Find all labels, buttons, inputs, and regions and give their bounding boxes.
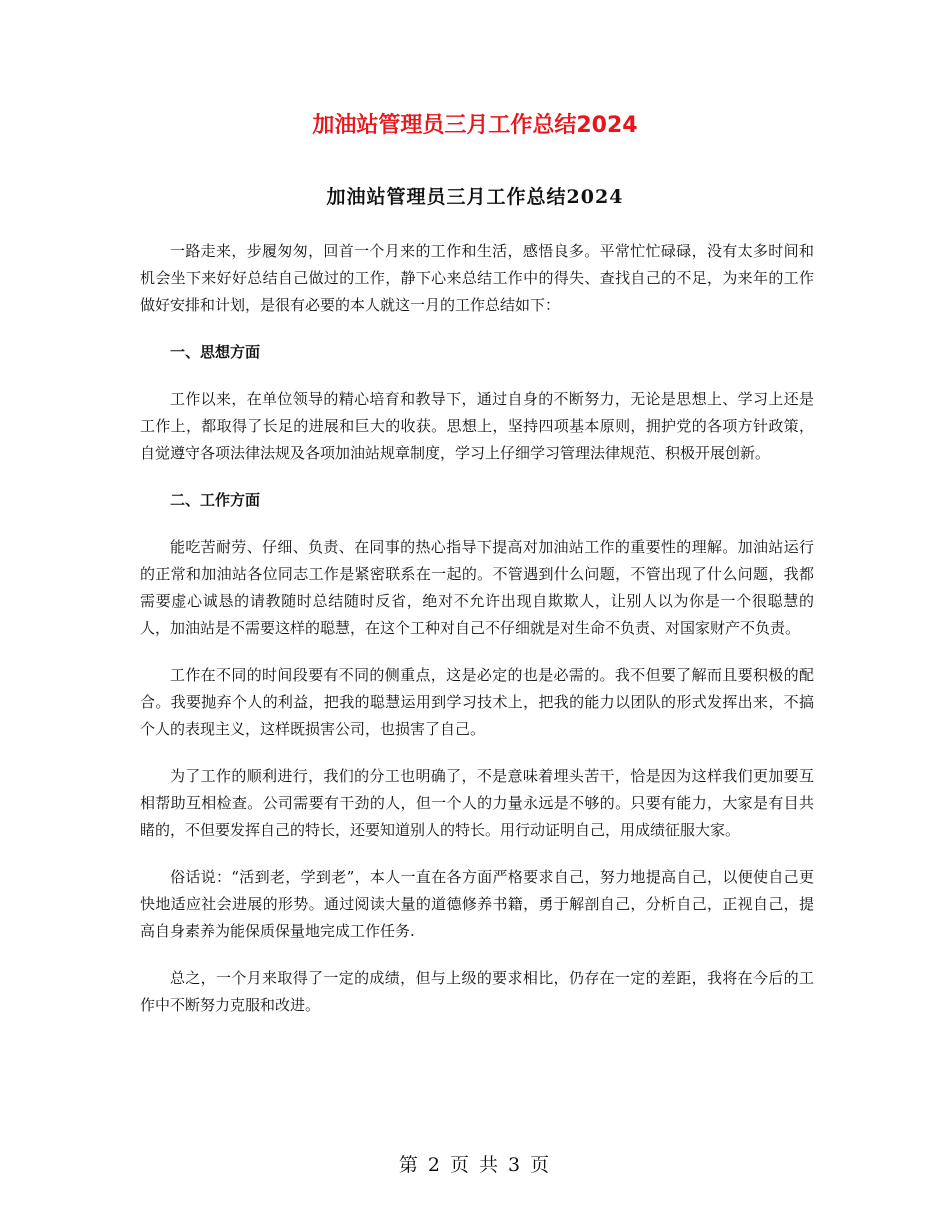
- page-number-footer: 第 2 页 共 3 页: [398, 1154, 552, 1176]
- document-subtitle: 加油站管理员三月工作总结2024: [326, 186, 624, 208]
- paragraph-thought: 工作以来，在单位领导的精心培育和教导下，通过自身的不断努力，无论是思想上、学习上还是工作上，都取得了长足的进展和巨大的收获。思想上，坚持四项基本原则，拥护党的各项方针政策，自觉遵守各项法律法规及各项加油站规章制度，学习上仔细学习管理法律规范、积极开展创新。: [140, 390, 814, 462]
- paragraph-conclusion: 总之，一个月来取得了一定的成绩，但与上级的要求相比，仍存在一定的差距，我将在今后的工作中不断努力克服和改进。: [140, 969, 814, 1014]
- paragraph-work-1: 能吃苦耐劳、仔细、负责、在同事的热心指导下提高对加油站工作的重要性的理解。加油站运行的正常和加油站各位同志工作是紧密联系在一起的。不管遇到什么问题，不管出现了什么问题，我都需要虚心诚恳的请教随时总结随时反省，绝对不允许出现自欺欺人，让别人以为你是一个很聪慧的人，加油站是不需要这样的聪慧，在这个工种对自己不仔细就是对生命不负责、对国家财产不负责。: [140, 538, 814, 637]
- section-heading-work: 二、工作方面: [170, 491, 261, 509]
- document-title: 加油站管理员三月工作总结2024: [312, 113, 638, 138]
- intro-paragraph: 一路走来，步履匆匆，回首一个月来的工作和生活，感悟良多。平常忙忙碌碌，没有太多时间和机会坐下来好好总结自己做过的工作，静下心来总结工作中的得失、查找自己的不足，为来年的工作做好安排和计划，是很有必要的本人就这一月的工作总结如下：: [140, 242, 814, 314]
- section-heading-thought: 一、思想方面: [170, 343, 261, 361]
- paragraph-work-2: 工作在不同的时间段要有不同的侧重点，这是必定的也是必需的。我不但要了解而且要积极的配合。我要抛弃个人的利益，把我的聪慧运用到学习技术上，把我的能力以团队的形式发挥出来，不搞个人的表现主义，这样既损害公司，也损害了自己。: [140, 666, 814, 738]
- paragraph-work-3: 为了工作的顺利进行，我们的分工也明确了，不是意味着埋头苦干，恰是因为这样我们更加要互相帮助互相检查。公司需要有干劲的人，但一个人的力量永远是不够的。只要有能力，大家是有目共睹的，不但要发挥自己的特长，还要知道别人的特长。用行动证明自己，用成绩征服大家。: [140, 767, 814, 839]
- document-body: [140, 238, 814, 1039]
- paragraph-work-4: 俗话说：“活到老，学到老”，本人一直在各方面严格要求自己，努力地提高自己，以便使自己更快地适应社会进展的形势。通过阅读大量的道德修养书籍，勇于解剖自己，分析自己，正视自己，提高自身素养为能保质保量地完成工作任务.: [140, 868, 814, 940]
